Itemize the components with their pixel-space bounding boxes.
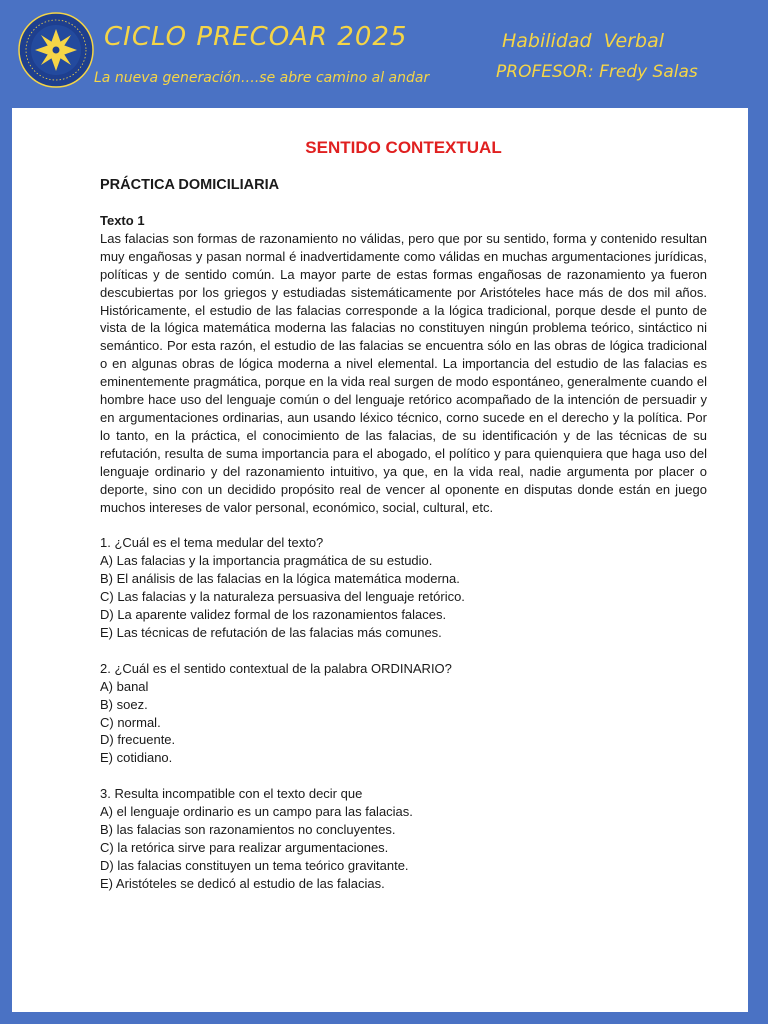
answer-option: A) banal: [100, 678, 149, 694]
answer-option: E) Aristóteles se dedicó al estudio de las falacias.: [100, 875, 385, 891]
question-3: [100, 785, 707, 892]
answer-option: C) normal.: [100, 714, 161, 730]
document-page: [12, 108, 748, 1012]
teacher-label: PROFESOR: Fredy Salas: [496, 62, 698, 82]
question-stem: 2. ¿Cuál es el sentido contextual de la palabra ORDINARIO?: [100, 660, 452, 676]
answer-option: D) frecuente.: [100, 732, 176, 748]
answer-option: C) la retórica sirve para realizar argumentaciones.: [100, 840, 389, 855]
document-content: [100, 138, 707, 893]
document-title: SENTIDO CONTEXTUAL: [305, 138, 502, 157]
answer-option: B) El análisis de las falacias en la lógica matemática moderna.: [100, 571, 460, 587]
subject-label: Habilidad Verbal: [502, 30, 664, 52]
answer-option: A) Las falacias y la importancia pragmática de su estudio.: [100, 553, 433, 569]
header-banner: [0, 0, 768, 108]
question-2: [100, 660, 707, 767]
text-label: Texto 1: [100, 213, 145, 228]
answer-option: B) soez.: [100, 696, 148, 712]
question-stem: 1. ¿Cuál es el tema medular del texto?: [100, 535, 324, 551]
reading-passage: Las falacias son formas de razonamiento no válidas, pero que por su sentido, forma y contenido resultan muy engañosas y pasan normal é inadvertidamente como válidas en muchas argumentaciones jurídicas, políticas y de sentido común. La mayor parte de estas formas engañosas de razonamiento ya fueron descubiertas por los griegos y estudiadas sistemáticamente por Aristóteles hace más de dos mil años. Históricamente, el estudio de las falacias corresponde a la lógica tradicional, porque desde el punto de vista de la lógica matemática moderna las falacias no constituyen ningún problema teórico, sintáctico ni semántico. Por esta razón, el estudio de las falacias se encuentra sólo en las obras de lógica tradicional o en algunas obras de lógica moderna a nivel elemental. La importancia del estudio de las falacias es eminentemente pragmática, porque en la vida real surgen de modo espontáneo, generalmente cuando el hombre hace uso del lenguaje común o del lenguaje retórico acompañado de la intención de persuadir y en argumentaciones ordinarias, aun usando léxico técnico, corno sucede en el derecho y la política. Por lo tanto, en la práctica, el conocimiento de las falacias, de su identificación y de las técnicas de su refutación, resulta de suma importancia para el abogado, el político y para quienquiera que haga uso del lenguaje ordinario y del razonamiento intuitivo, ya que, en la vida real, nadie argumenta por placer o deporte, sino con un decidido propósito real de vencer al oponente en disputas donde están en juego muchos intereses de valor personal, económico, social, cultural, etc.: [100, 230, 707, 515]
answer-option: A) el lenguaje ordinario es un campo para las falacias.: [100, 804, 413, 820]
tagline: La nueva generación….se abre camino al andar: [94, 70, 430, 86]
answer-option: E) cotidiano.: [100, 750, 173, 766]
question-1: [100, 534, 707, 641]
answer-option: B) las falacias son razonamientos no concluyentes.: [100, 822, 396, 838]
question-stem: 3. Resulta incompatible con el texto decir que: [100, 786, 363, 802]
answer-option: C) Las falacias y la naturaleza persuasiva del lenguaje retórico.: [100, 589, 465, 605]
answer-option: D) las falacias constituyen un tema teórico gravitante.: [100, 857, 409, 873]
section-heading: PRÁCTICA DOMICILIARIA: [100, 177, 280, 193]
answer-option: D) La aparente validez formal de los razonamientos falaces.: [100, 607, 447, 623]
answer-option: E) Las técnicas de refutación de las falacias más comunes.: [100, 624, 442, 640]
brand-title: CICLO PRECOAR 2025: [104, 22, 408, 52]
logo-seal-icon: [18, 12, 94, 88]
